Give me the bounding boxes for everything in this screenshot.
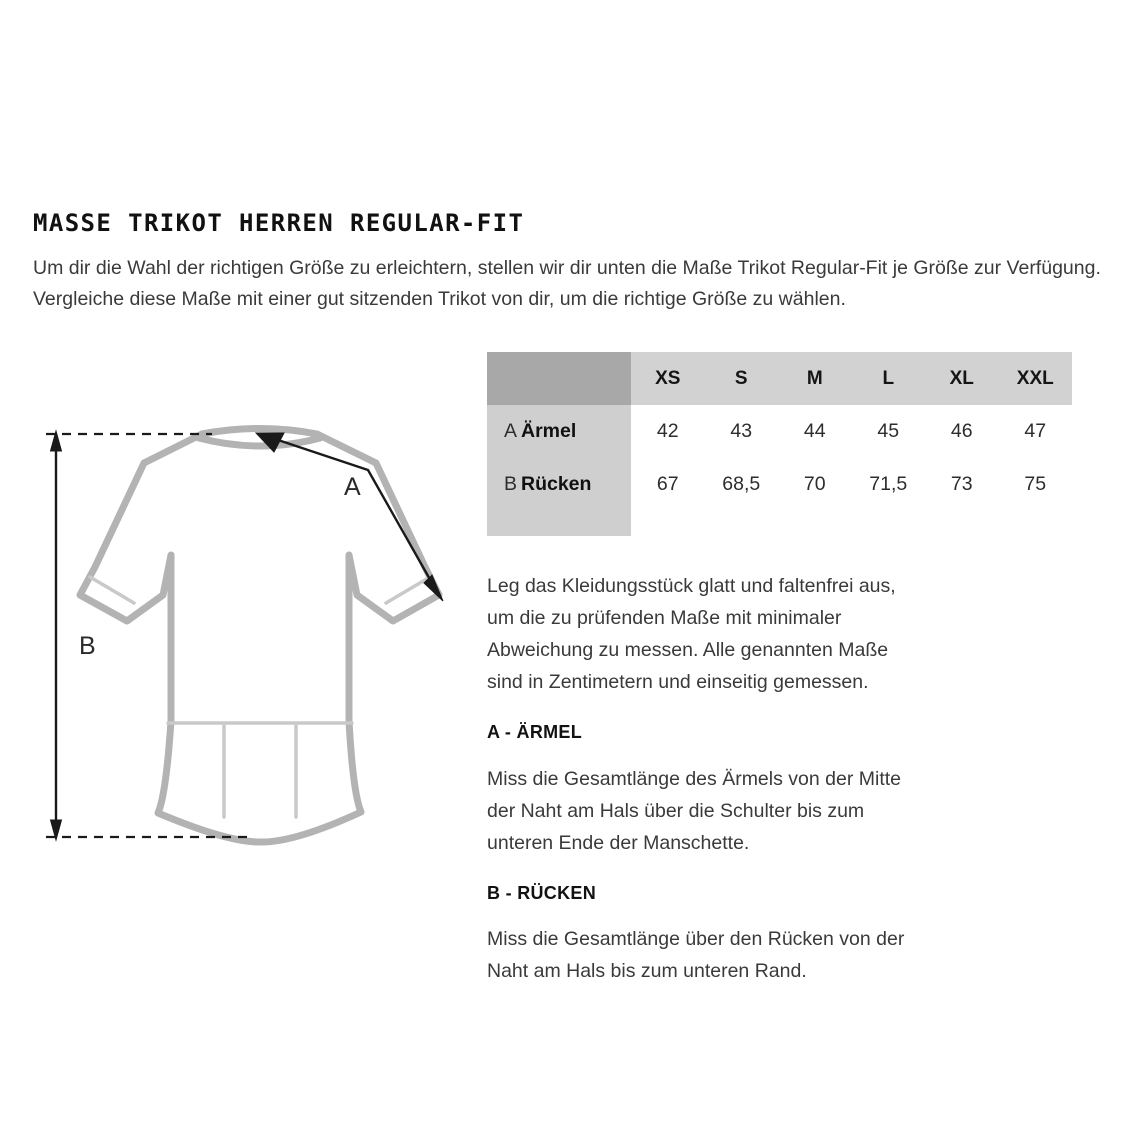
cell-ruecken-m: 70: [778, 458, 852, 511]
column-header-xl: XL: [925, 352, 999, 405]
jersey-diagram: [34, 405, 484, 865]
jersey-collar-left-cap: [199, 434, 202, 438]
jersey-diagram-svg: [34, 405, 484, 865]
page-title: MASSE TRIKOT HERREN REGULAR-FIT: [33, 209, 525, 237]
measure-label-a: A: [344, 473, 361, 501]
row-code-b: B: [487, 458, 521, 511]
cell-ruecken-s: 68,5: [705, 458, 779, 511]
intro-line-2: Vergleiche diese Maße mit einer gut sitzenden Trikot von dir, um die richtige Größe zu wählen.: [33, 288, 846, 311]
column-header-s: S: [705, 352, 779, 405]
table-row: [487, 458, 1072, 511]
size-table-body: [487, 405, 1072, 511]
table-foot-blank: [631, 511, 1072, 536]
column-header-xs: XS: [631, 352, 705, 405]
row-name-ruecken: Rücken: [521, 458, 631, 511]
cell-ruecken-xxl: 75: [999, 458, 1073, 511]
table-foot-fill: [487, 511, 631, 536]
cell-aermel-xl: 46: [925, 405, 999, 458]
size-table: [487, 352, 1072, 536]
measure-arrow-b: [51, 431, 62, 840]
table-foot-row: [487, 511, 1072, 536]
cell-aermel-s: 43: [705, 405, 779, 458]
cuff-seam-right: [386, 577, 430, 603]
cell-ruecken-xs: 67: [631, 458, 705, 511]
table-row: [487, 405, 1072, 458]
column-header-l: L: [852, 352, 926, 405]
row-name-aermel: Ärmel: [521, 405, 631, 458]
cell-aermel-xs: 42: [631, 405, 705, 458]
size-table-header-row: [487, 352, 1072, 405]
size-table-foot: [487, 511, 1072, 536]
measure-label-b: B: [79, 632, 96, 660]
jersey-silhouette: [80, 434, 439, 842]
table-corner-cell: [487, 352, 631, 405]
row-code-a: A: [487, 405, 521, 458]
column-header-xxl: XXL: [999, 352, 1073, 405]
measure-guides: [46, 434, 249, 837]
jersey-outline: [80, 429, 439, 843]
section-heading-aermel: A - ÄRMEL: [487, 722, 583, 742]
jersey-neckline: [199, 438, 320, 446]
cuff-seam-left: [90, 577, 134, 603]
cell-aermel-xxl: 47: [999, 405, 1073, 458]
heading-block: [33, 210, 1108, 315]
size-table-container: [487, 352, 1072, 536]
size-table-head: [487, 352, 1072, 405]
measuring-instructions: [487, 570, 927, 987]
jersey-collar-right-cap: [317, 434, 320, 438]
cell-aermel-m: 44: [778, 405, 852, 458]
section-heading-ruecken: B - RÜCKEN: [487, 882, 596, 903]
intro-line-1: Um dir die Wahl der richtigen Größe zu erleichtern, stellen wir dir unten die Maße Trikot Regular-Fit je Größe zur Verfügung.: [33, 257, 1101, 280]
cell-ruecken-l: 71,5: [852, 458, 926, 511]
section-paragraph-aermel: Miss die Gesamtlänge des Ärmels von der Mitte der Naht am Hals über die Schulter bis zum unteren Ende der Manschette.: [487, 767, 901, 854]
instructions-intro-paragraph: Leg das Kleidungsstück glatt und faltenfrei aus, um die zu prüfenden Maße mit minimaler Abweichung zu messen. Alle genannten Maße sind in Zentimetern und einseitig gemessen.: [487, 575, 896, 693]
cell-aermel-l: 45: [852, 405, 926, 458]
section-paragraph-ruecken: Miss die Gesamtlänge über den Rücken von der Naht am Hals bis zum unteren Rand.: [487, 928, 905, 983]
column-header-m: M: [778, 352, 852, 405]
cell-ruecken-xl: 73: [925, 458, 999, 511]
